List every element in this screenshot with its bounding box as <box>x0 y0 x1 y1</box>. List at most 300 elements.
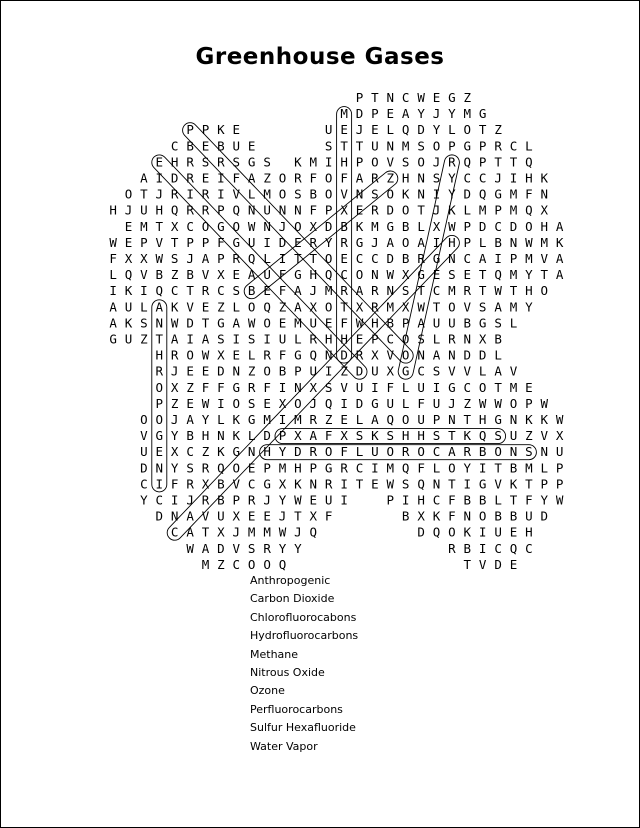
grid-letter: Q <box>401 122 410 138</box>
grid-letter: F <box>448 508 456 524</box>
grid-letter: D <box>494 556 502 572</box>
grid-letter: A <box>555 218 564 234</box>
grid-letter: Q <box>478 186 487 202</box>
grid-letter: S <box>232 154 241 170</box>
grid-letter: W <box>448 218 456 234</box>
grid-letter: G <box>448 379 456 395</box>
grid-letter: O <box>278 170 287 186</box>
word-list-item: Nitrous Oxide <box>250 665 325 679</box>
grid-letter: N <box>509 444 518 460</box>
grid-letter: N <box>386 138 395 154</box>
grid-letter: W <box>386 267 395 283</box>
grid-letter: R <box>371 283 379 299</box>
grid-letter: X <box>124 251 133 266</box>
grid-letter: L <box>109 267 117 283</box>
grid-letter: B <box>494 508 502 524</box>
grid-letter: C <box>355 460 364 476</box>
grid-letter: G <box>232 444 241 460</box>
grid-letter: D <box>355 395 364 411</box>
grid-letter: R <box>247 492 256 508</box>
grid-letter: V <box>509 363 518 379</box>
grid-letter: Q <box>324 395 333 411</box>
grid-letter: A <box>355 170 364 186</box>
grid-letter: O <box>232 460 241 476</box>
grid-letter: H <box>401 428 410 444</box>
grid-letter: A <box>386 234 395 250</box>
grid-letter: L <box>525 138 533 154</box>
grid-letter: P <box>401 315 410 331</box>
grid-letter: R <box>201 492 210 508</box>
grid-letter: L <box>263 251 271 266</box>
grid-letter: P <box>432 412 441 427</box>
grid-letter: X <box>340 428 348 444</box>
grid-letter: Q <box>278 556 287 572</box>
grid-letter: L <box>401 379 410 395</box>
grid-letter: N <box>509 412 518 427</box>
grid-letter: R <box>417 251 425 266</box>
grid-letter: P <box>217 251 225 266</box>
grid-letter: W <box>278 524 287 540</box>
grid-letter: E <box>201 363 210 379</box>
grid-letter: M <box>324 283 333 299</box>
grid-letter: B <box>401 508 410 524</box>
grid-letter: H <box>340 154 348 170</box>
grid-letter: Y <box>278 444 287 460</box>
grid-letter: K <box>217 122 225 138</box>
grid-letter: H <box>417 492 425 508</box>
grid-letter: R <box>309 234 318 250</box>
grid-letter: S <box>140 315 148 331</box>
grid-letter: A <box>494 363 502 379</box>
grid-letter: G <box>401 363 410 379</box>
grid-letter: Q <box>417 476 425 492</box>
grid-letter: C <box>186 218 194 234</box>
grid-letter: P <box>555 476 564 492</box>
grid-letter: E <box>340 251 348 266</box>
word-list-item: Chlorofluorocabons <box>250 610 357 624</box>
grid-letter: S <box>355 428 364 444</box>
word-list-item: Perfluorocarbons <box>250 702 343 716</box>
grid-letter: E <box>232 347 241 363</box>
grid-letter: Z <box>494 122 502 138</box>
grid-letter: A <box>432 347 441 363</box>
grid-letter: T <box>170 234 179 250</box>
grid-letter: F <box>525 186 533 202</box>
grid-letter: I <box>278 412 287 427</box>
word-list-item: Ozone <box>250 684 285 698</box>
grid-letter: T <box>309 251 318 266</box>
grid-letter: E <box>432 90 441 105</box>
grid-letter: Q <box>478 428 487 444</box>
grid-letter: R <box>309 331 318 347</box>
grid-letter: W <box>417 90 425 105</box>
grid-letter: O <box>401 202 410 218</box>
grid-letter: W <box>494 283 502 299</box>
grid-letter: Q <box>324 267 333 283</box>
grid-letter: P <box>294 363 302 379</box>
grid-letter: E <box>155 444 164 460</box>
grid-letter: E <box>324 315 333 331</box>
grid-letter: E <box>232 267 241 283</box>
grid-letter: B <box>478 444 487 460</box>
grid-letter: N <box>509 234 518 250</box>
grid-letter: L <box>247 347 256 363</box>
grid-letter: V <box>386 154 395 170</box>
grid-letter: O <box>448 460 456 476</box>
grid-letter: F <box>417 460 425 476</box>
grid-letter: F <box>263 379 271 395</box>
grid-letter: B <box>494 331 502 347</box>
grid-letter: F <box>324 428 333 444</box>
grid-letter: I <box>109 283 117 299</box>
grid-letter: B <box>186 138 194 154</box>
grid-letter: W <box>478 395 487 411</box>
grid-letter: R <box>448 331 456 347</box>
grid-letter: P <box>278 428 287 444</box>
grid-letter: S <box>432 170 441 186</box>
grid-letter: O <box>201 218 210 234</box>
grid-letter: T <box>417 283 425 299</box>
grid-letter: T <box>186 283 194 299</box>
grid-letter: A <box>186 508 194 524</box>
grid-letter: A <box>371 412 379 427</box>
grid-letter: U <box>232 138 241 154</box>
grid-letter: E <box>340 122 348 138</box>
grid-letter: G <box>386 218 395 234</box>
grid-letter: C <box>170 283 179 299</box>
grid-letter: G <box>247 412 256 427</box>
grid-letter: X <box>170 379 179 395</box>
grid-letter: Z <box>278 299 287 315</box>
grid-letter: C <box>355 251 364 266</box>
grid-letter: U <box>555 444 564 460</box>
grid-letter: U <box>124 331 133 347</box>
grid-letter: B <box>463 315 472 331</box>
grid-letter: P <box>463 234 472 250</box>
grid-letter: E <box>247 508 256 524</box>
grid-letter: H <box>309 267 318 283</box>
grid-letter: Y <box>540 492 549 508</box>
grid-letter: S <box>247 331 256 347</box>
grid-letter: X <box>278 395 287 411</box>
grid-letter: G <box>417 267 425 283</box>
grid-letter: E <box>432 267 441 283</box>
grid-letter: P <box>386 492 395 508</box>
word-list-item: Anthropogenic <box>250 574 331 587</box>
grid-letter: O <box>417 444 425 460</box>
grid-letter: Z <box>386 170 395 186</box>
grid-letter: G <box>263 476 271 492</box>
grid-letter: E <box>355 331 364 347</box>
grid-letter: R <box>170 186 179 202</box>
grid-letter: T <box>494 379 502 395</box>
grid-letter: T <box>478 283 487 299</box>
grid-letter: P <box>217 202 225 218</box>
grid-letter: Q <box>309 347 318 363</box>
grid-letter: P <box>448 138 456 154</box>
grid-letter: Z <box>217 299 225 315</box>
grid-letter: O <box>278 186 287 202</box>
grid-letter: I <box>340 492 348 508</box>
grid-letter: T <box>494 154 502 170</box>
grid-letter: O <box>263 315 271 331</box>
grid-letter: N <box>417 347 425 363</box>
grid-letter: F <box>340 315 348 331</box>
grid-letter: Y <box>170 428 179 444</box>
grid-letter: B <box>217 476 225 492</box>
grid-letter: F <box>217 234 225 250</box>
grid-letter: T <box>509 492 518 508</box>
grid-letter: E <box>155 154 164 170</box>
grid-letter: H <box>324 331 333 347</box>
grid-letter: P <box>186 122 194 138</box>
grid-letter: O <box>401 347 410 363</box>
grid-letter: P <box>201 122 210 138</box>
grid-letter: I <box>217 170 225 186</box>
grid-letter: M <box>540 234 549 250</box>
grid-letter: I <box>371 460 379 476</box>
grid-letter: C <box>140 476 148 492</box>
grid-letter: N <box>247 444 256 460</box>
grid-letter: H <box>201 428 210 444</box>
grid-letter: B <box>478 492 487 508</box>
grid-letter: D <box>217 363 225 379</box>
grid-letter: S <box>494 315 502 331</box>
grid-letter: J <box>355 122 364 138</box>
grid-letter: K <box>448 202 456 218</box>
grid-letter: I <box>155 476 164 492</box>
word-list-item: Carbon Dioxide <box>250 592 335 606</box>
grid-letter: I <box>155 170 164 186</box>
grid-letter: X <box>340 202 348 218</box>
grid-letter: P <box>201 234 210 250</box>
grid-letter: R <box>463 444 472 460</box>
grid-letter: O <box>401 234 410 250</box>
grid-letter: S <box>170 251 179 266</box>
grid-letter: V <box>386 347 395 363</box>
grid-letter: O <box>448 299 456 315</box>
grid-letter: C <box>432 444 441 460</box>
grid-letter: H <box>401 170 410 186</box>
grid-letter: S <box>324 138 333 154</box>
grid-letter: R <box>401 444 410 460</box>
grid-letter: N <box>417 170 425 186</box>
grid-letter: L <box>478 363 487 379</box>
grid-letter: O <box>540 283 549 299</box>
grid-letter: N <box>448 347 456 363</box>
grid-letter: W <box>170 315 179 331</box>
grid-letter: J <box>124 202 133 218</box>
grid-letter: K <box>509 476 518 492</box>
grid-letter: U <box>140 202 148 218</box>
grid-letter: D <box>463 186 472 202</box>
grid-letter: S <box>217 331 225 347</box>
grid-letter: G <box>217 218 225 234</box>
grid-letter: V <box>201 267 210 283</box>
grid-letter: G <box>232 379 241 395</box>
grid-letter: J <box>186 251 194 266</box>
grid-letter: I <box>340 395 348 411</box>
grid-letter: C <box>494 540 502 556</box>
grid-letter: F <box>309 202 318 218</box>
grid-letter: Y <box>324 234 333 250</box>
grid-letter: B <box>155 267 164 283</box>
grid-letter: W <box>109 234 117 250</box>
grid-letter: L <box>401 395 410 411</box>
grid-letter: O <box>401 412 410 427</box>
grid-letter: P <box>155 395 164 411</box>
grid-letter: C <box>247 476 256 492</box>
grid-letter: G <box>355 234 364 250</box>
grid-letter: X <box>294 428 302 444</box>
grid-letter: F <box>448 492 456 508</box>
grid-letter: E <box>355 202 364 218</box>
grid-letter: S <box>386 428 395 444</box>
grid-letter: H <box>448 234 456 250</box>
grid-letter: O <box>155 379 164 395</box>
grid-letter: R <box>170 347 179 363</box>
grid-letter: N <box>247 202 256 218</box>
grid-letter: M <box>463 106 472 122</box>
grid-letter: I <box>232 331 241 347</box>
grid-letter: A <box>232 315 241 331</box>
grid-letter: W <box>355 315 364 331</box>
grid-letter: U <box>247 234 256 250</box>
grid-letter: U <box>417 412 425 427</box>
grid-letter: Y <box>463 460 472 476</box>
grid-letter: F <box>417 395 425 411</box>
grid-letter: I <box>217 395 225 411</box>
grid-letter: O <box>478 508 487 524</box>
grid-letter: N <box>386 90 395 105</box>
grid-letter: G <box>432 251 441 266</box>
grid-letter: Y <box>294 540 302 556</box>
grid-letter: E <box>186 363 194 379</box>
grid-letter: B <box>463 540 472 556</box>
grid-letter: K <box>371 428 379 444</box>
grid-letter: U <box>371 363 379 379</box>
grid-letter: O <box>124 186 133 202</box>
grid-letter: J <box>309 283 318 299</box>
grid-letter: P <box>140 234 148 250</box>
grid-letter: S <box>432 428 441 444</box>
grid-letter: K <box>355 218 364 234</box>
grid-letter: E <box>386 106 395 122</box>
grid-letter: C <box>386 331 395 347</box>
grid-letter: N <box>155 460 164 476</box>
grid-letter: S <box>247 540 256 556</box>
grid-letter: Q <box>401 460 410 476</box>
grid-letter: T <box>140 186 148 202</box>
grid-letter: P <box>371 106 379 122</box>
grid-letter: R <box>340 460 348 476</box>
grid-letter: N <box>448 251 456 266</box>
grid-letter: C <box>170 138 179 154</box>
grid-letter: O <box>247 556 256 572</box>
word-list-item: Methane <box>250 647 299 661</box>
grid-letter: N <box>540 444 549 460</box>
grid-letter: R <box>186 476 194 492</box>
grid-letter: U <box>217 508 225 524</box>
grid-letter: I <box>170 492 179 508</box>
grid-letter: U <box>309 315 318 331</box>
grid-letter: U <box>324 492 333 508</box>
grid-letter: X <box>217 347 225 363</box>
grid-letter: X <box>417 508 425 524</box>
grid-letter: S <box>247 395 256 411</box>
grid-letter: C <box>232 556 241 572</box>
grid-letter: B <box>509 508 518 524</box>
grid-letter: D <box>463 347 472 363</box>
grid-letter: I <box>478 540 487 556</box>
grid-letter: A <box>355 283 364 299</box>
grid-letter: E <box>201 299 210 315</box>
grid-letter: O <box>232 395 241 411</box>
grid-letter: G <box>155 428 164 444</box>
grid-letter: R <box>201 283 210 299</box>
grid-letter: K <box>124 315 133 331</box>
grid-letter: R <box>294 170 302 186</box>
grid-letter: V <box>140 428 148 444</box>
grid-letter: V <box>155 234 164 250</box>
grid-letter: T <box>155 218 164 234</box>
grid-letter: N <box>155 315 164 331</box>
grid-letter: O <box>324 251 333 266</box>
grid-letter: I <box>509 170 518 186</box>
grid-letter: R <box>371 202 379 218</box>
grid-letter: M <box>509 299 518 315</box>
grid-letter: I <box>432 186 441 202</box>
grid-letter: T <box>355 138 364 154</box>
grid-letter: S <box>478 299 487 315</box>
grid-letter: J <box>170 412 179 427</box>
grid-letter: U <box>324 122 333 138</box>
grid-letter: O <box>232 218 241 234</box>
grid-letter: X <box>401 267 410 283</box>
grid-letter: B <box>401 251 410 266</box>
grid-letter: X <box>217 267 225 283</box>
grid-letter: R <box>186 170 194 186</box>
grid-letter: W <box>247 315 256 331</box>
grid-letter: D <box>509 218 518 234</box>
grid-letter: P <box>355 90 364 105</box>
grid-letter: G <box>217 315 225 331</box>
grid-letter: I <box>324 154 333 170</box>
grid-letter: H <box>371 315 379 331</box>
grid-letter: V <box>463 363 472 379</box>
grid-letter: K <box>294 154 302 170</box>
grid-letter: R <box>155 363 164 379</box>
grid-letter: A <box>555 267 564 283</box>
grid-letter: V <box>340 379 348 395</box>
grid-letter: B <box>217 492 225 508</box>
grid-letter: E <box>201 170 210 186</box>
grid-letter: S <box>324 379 333 395</box>
grid-letter: X <box>540 202 549 218</box>
grid-letter: T <box>448 476 456 492</box>
grid-letter: F <box>340 170 348 186</box>
grid-letter: J <box>448 395 456 411</box>
grid-letter: W <box>201 395 210 411</box>
grid-letter: Y <box>417 106 425 122</box>
grid-letter: R <box>448 540 456 556</box>
grid-letter: K <box>463 524 472 540</box>
grid-letter: P <box>478 138 487 154</box>
grid-letter: J <box>432 106 441 122</box>
grid-letter: A <box>494 299 502 315</box>
grid-letter: I <box>463 476 472 492</box>
grid-letter: G <box>478 315 487 331</box>
